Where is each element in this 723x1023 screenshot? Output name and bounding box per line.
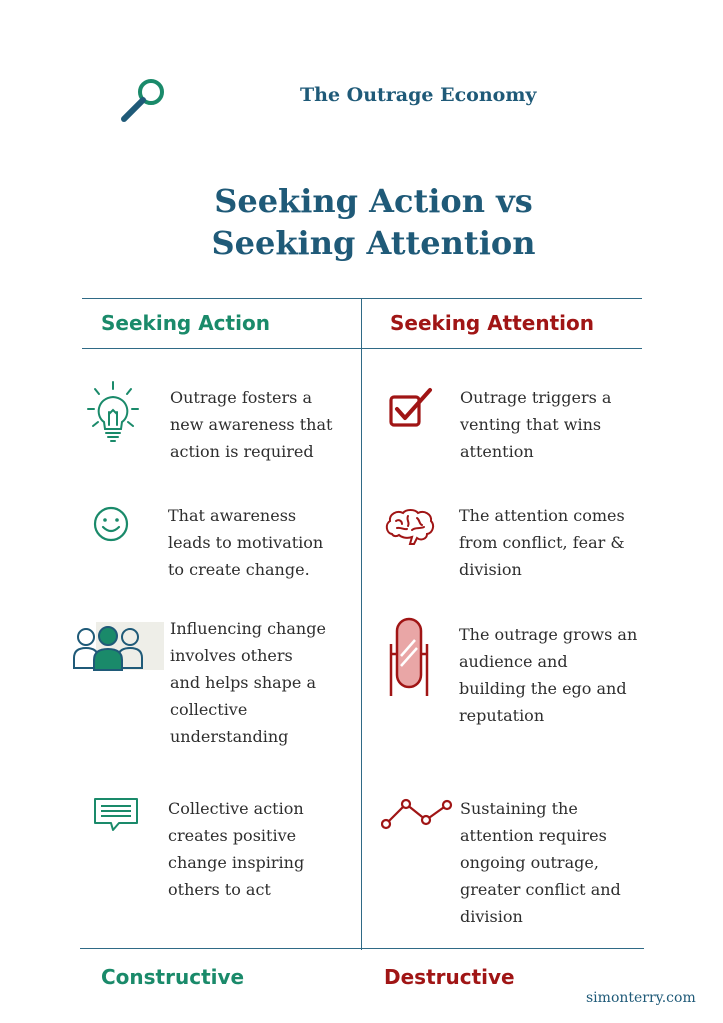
action-item-1: Outrage fosters a new awareness that action is required bbox=[170, 388, 333, 461]
footer-destructive: Destructive bbox=[384, 965, 515, 989]
group-icon bbox=[72, 622, 150, 672]
brain-icon bbox=[384, 508, 436, 546]
site-credit: simonterry.com bbox=[586, 990, 696, 1006]
smiley-icon bbox=[92, 505, 130, 543]
magnifier-icon bbox=[118, 76, 168, 126]
lightbulb-icon bbox=[84, 380, 142, 444]
chat-bubble-icon bbox=[93, 797, 139, 833]
column-heading-attention: Seeking Attention bbox=[390, 311, 595, 335]
mirror-icon bbox=[388, 616, 430, 698]
page-title-line2: Seeking Attention bbox=[211, 224, 536, 262]
column-divider bbox=[361, 298, 362, 950]
action-item-3: Influencing change involves others and helps shape a collective understanding bbox=[170, 619, 326, 746]
action-item-2: That awareness leads to motivation to create change. bbox=[168, 506, 324, 579]
line-graph-icon bbox=[381, 798, 453, 830]
action-item-4: Collective action creates positive change inspiring others to act bbox=[168, 799, 305, 899]
attention-item-1: Outrage triggers a venting that wins attention bbox=[460, 388, 612, 461]
attention-item-4: Sustaining the attention requires ongoing outrage, greater conflict and division bbox=[460, 799, 621, 926]
brand-title: The Outrage Economy bbox=[300, 84, 537, 106]
page-title-line1: Seeking Action vs bbox=[214, 182, 533, 220]
attention-item-2: The attention comes from conflict, fear & division bbox=[459, 506, 625, 579]
table-header-rule bbox=[82, 348, 642, 349]
table-top-rule bbox=[82, 298, 642, 299]
attention-item-3: The outrage grows an audience and building the ego and reputation bbox=[459, 625, 638, 725]
table-bottom-rule bbox=[80, 948, 644, 949]
column-heading-action: Seeking Action bbox=[101, 311, 270, 335]
footer-constructive: Constructive bbox=[101, 965, 245, 989]
checkbox-icon bbox=[388, 386, 434, 430]
